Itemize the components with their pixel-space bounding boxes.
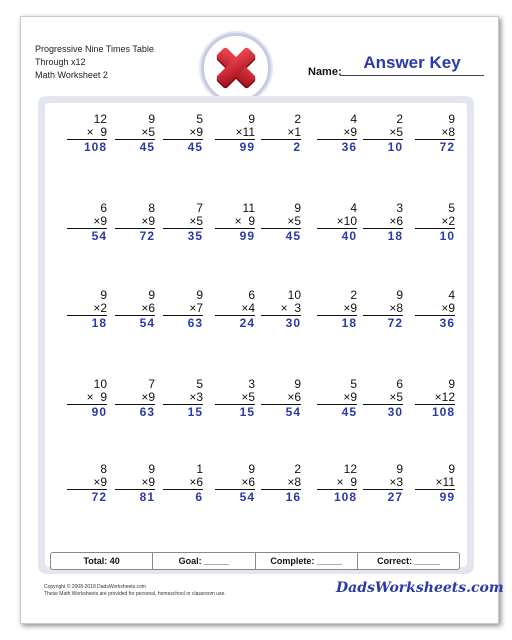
- multiplicand: 1: [196, 462, 203, 476]
- problems-panel: [45, 103, 467, 567]
- multiplicand: 5: [448, 201, 455, 215]
- answer: 45: [139, 140, 155, 154]
- answer: 63: [187, 316, 203, 330]
- multiplier: ×6: [215, 476, 255, 490]
- multiplicand: 10: [287, 288, 301, 302]
- multiplier: ×9: [317, 302, 357, 316]
- problem: [67, 113, 107, 154]
- problem: [363, 378, 403, 419]
- answer: 63: [139, 405, 155, 419]
- multiplicand: 4: [350, 201, 357, 215]
- multiplicand: 9: [148, 112, 155, 126]
- title-line-1: Progressive Nine Times Table: [35, 44, 154, 54]
- multiplier: ×5: [215, 391, 255, 405]
- answer: 45: [285, 229, 301, 243]
- answer: 30: [285, 316, 301, 330]
- problem: [163, 202, 203, 243]
- answer: 54: [239, 490, 255, 504]
- multiplier: ×6: [163, 476, 203, 490]
- problem: [415, 289, 455, 330]
- problem: [215, 289, 255, 330]
- multiplicand: 9: [294, 377, 301, 391]
- complete-cell: Complete: _____: [256, 553, 358, 569]
- problem: [215, 202, 255, 243]
- problem: [115, 463, 155, 504]
- problem: [261, 202, 301, 243]
- multiplier: ×8: [261, 476, 301, 490]
- name-label: Name:: [308, 66, 342, 78]
- multiplier: ×9: [115, 476, 155, 490]
- answer: 15: [187, 405, 203, 419]
- problem: [163, 289, 203, 330]
- answer: 18: [387, 229, 403, 243]
- problem: [317, 378, 357, 419]
- answer: 99: [239, 229, 255, 243]
- answer: 45: [341, 405, 357, 419]
- multiplicand: 9: [248, 112, 255, 126]
- answer: 6: [195, 490, 203, 504]
- answer: 40: [341, 229, 357, 243]
- answer: 10: [439, 229, 455, 243]
- multiplicand: 10: [93, 377, 107, 391]
- multiplicand: 9: [448, 377, 455, 391]
- name-underline: [340, 75, 484, 76]
- multiplier: ×8: [415, 126, 455, 140]
- multiplier: ×5: [363, 391, 403, 405]
- answer: 72: [139, 229, 155, 243]
- problem: [363, 113, 403, 154]
- problem: [67, 378, 107, 419]
- problem: [317, 113, 357, 154]
- multiplier: × 3: [261, 302, 301, 316]
- multiplier: ×5: [115, 126, 155, 140]
- copyright-line-1: Copyright © 2008-2018 DadsWorksheets.com: [44, 584, 146, 590]
- problem: [67, 202, 107, 243]
- multiplier: ×3: [363, 476, 403, 490]
- multiplier: ×9: [67, 476, 107, 490]
- answer: 24: [239, 316, 255, 330]
- multiplicand: 9: [100, 288, 107, 302]
- multiplier: ×8: [363, 302, 403, 316]
- multiplicand: 9: [148, 462, 155, 476]
- multiplicand: 2: [396, 112, 403, 126]
- multiplicand: 9: [248, 462, 255, 476]
- copyright-notice: [44, 584, 226, 598]
- multiplicand: 5: [196, 112, 203, 126]
- problem: [363, 463, 403, 504]
- problem: [317, 289, 357, 330]
- problem: [163, 113, 203, 154]
- multiplicand: 4: [350, 112, 357, 126]
- answer: 90: [91, 405, 107, 419]
- answer: 10: [387, 140, 403, 154]
- multiplier: ×1: [261, 126, 301, 140]
- multiplier: ×5: [163, 215, 203, 229]
- multiplicand: 12: [343, 462, 357, 476]
- multiplicand: 9: [294, 201, 301, 215]
- problem: [261, 289, 301, 330]
- worksheet-title: [35, 43, 154, 82]
- multiplicand: 5: [350, 377, 357, 391]
- multiplier: ×11: [415, 476, 455, 490]
- multiplier: ×4: [215, 302, 255, 316]
- problem: [115, 289, 155, 330]
- problem: [67, 289, 107, 330]
- multiplier: ×6: [261, 391, 301, 405]
- answer: 2: [293, 140, 301, 154]
- answer: 99: [439, 490, 455, 504]
- problem: [415, 113, 455, 154]
- multiplier: ×6: [115, 302, 155, 316]
- multiplicand: 9: [448, 462, 455, 476]
- multiplier: ×9: [115, 215, 155, 229]
- multiplicand: 11: [242, 201, 255, 215]
- multiplication-x-logo: [201, 33, 271, 103]
- problem: [163, 463, 203, 504]
- multiplier: ×9: [67, 215, 107, 229]
- multiplicand: 7: [196, 201, 203, 215]
- title-line-3: Math Worksheet 2: [35, 70, 108, 80]
- multiplicand: 2: [294, 462, 301, 476]
- multiplier: ×2: [415, 215, 455, 229]
- multiplicand: 9: [196, 288, 203, 302]
- problem: [317, 463, 357, 504]
- multiplier: ×9: [415, 302, 455, 316]
- problem: [261, 378, 301, 419]
- multiplicand: 9: [396, 462, 403, 476]
- problem: [163, 378, 203, 419]
- answer: 18: [341, 316, 357, 330]
- title-line-2: Through x12: [35, 57, 86, 67]
- multiplier: ×3: [163, 391, 203, 405]
- problem: [67, 463, 107, 504]
- dadsworksheets-logo: DadsWorksheets.com: [336, 580, 504, 596]
- answer: 54: [285, 405, 301, 419]
- answer-key-heading: Answer Key: [363, 53, 461, 72]
- multiplicand: 5: [196, 377, 203, 391]
- answer: 27: [387, 490, 403, 504]
- multiplicand: 3: [248, 377, 255, 391]
- problem: [415, 202, 455, 243]
- answer: 108: [83, 140, 107, 154]
- answer: 72: [387, 316, 403, 330]
- answer: 81: [139, 490, 155, 504]
- problem: [215, 113, 255, 154]
- problem: [415, 378, 455, 419]
- answer: 72: [91, 490, 107, 504]
- multiplier: ×2: [67, 302, 107, 316]
- multiplicand: 8: [148, 201, 155, 215]
- answer: 54: [91, 229, 107, 243]
- answer: 54: [139, 316, 155, 330]
- multiplier: ×11: [215, 126, 255, 140]
- multiplier: ×9: [317, 126, 357, 140]
- problem: [261, 113, 301, 154]
- multiplicand: 7: [148, 377, 155, 391]
- answer: 36: [439, 316, 455, 330]
- score-table: [50, 552, 460, 570]
- multiplier: ×6: [363, 215, 403, 229]
- multiplicand: 6: [100, 201, 107, 215]
- correct-cell: Correct: _____: [377, 556, 440, 566]
- multiplier: ×9: [317, 391, 357, 405]
- answer: 36: [341, 140, 357, 154]
- problem: [363, 202, 403, 243]
- multiplier: ×7: [163, 302, 203, 316]
- multiplicand: 6: [248, 288, 255, 302]
- multiplicand: 9: [148, 288, 155, 302]
- problem: [215, 463, 255, 504]
- answer: 99: [239, 140, 255, 154]
- answer: 45: [187, 140, 203, 154]
- multiplicand: 9: [448, 112, 455, 126]
- copyright-line-2: These Math Worksheets are provided for personal, homeschool or classroom use.: [44, 591, 226, 597]
- multiplier: × 9: [215, 215, 255, 229]
- multiplicand: 8: [100, 462, 107, 476]
- answer: 108: [333, 490, 357, 504]
- problem: [115, 378, 155, 419]
- total-cell: Total: 40: [51, 553, 153, 569]
- answer: 16: [285, 490, 301, 504]
- answer: 15: [239, 405, 255, 419]
- multiplicand: 9: [396, 288, 403, 302]
- multiplier: ×9: [163, 126, 203, 140]
- problem: [415, 463, 455, 504]
- multiplicand: 3: [396, 201, 403, 215]
- multiplicand: 2: [294, 112, 301, 126]
- problem: [115, 113, 155, 154]
- multiplier: ×5: [261, 215, 301, 229]
- multiplier: × 9: [67, 126, 107, 140]
- problem: [261, 463, 301, 504]
- multiplicand: 2: [350, 288, 357, 302]
- answer: 35: [187, 229, 203, 243]
- multiplicand: 6: [396, 377, 403, 391]
- problem: [317, 202, 357, 243]
- problem: [115, 202, 155, 243]
- multiplier: ×12: [415, 391, 455, 405]
- multiplier: × 9: [317, 476, 357, 490]
- answer: 108: [431, 405, 455, 419]
- multiplier: ×5: [363, 126, 403, 140]
- problem: [363, 289, 403, 330]
- x-mark-icon: [210, 42, 262, 94]
- multiplier: × 9: [67, 391, 107, 405]
- answer: 18: [91, 316, 107, 330]
- multiplicand: 12: [93, 112, 107, 126]
- multiplier: ×9: [115, 391, 155, 405]
- multiplier: ×10: [317, 215, 357, 229]
- multiplicand: 4: [448, 288, 455, 302]
- problem: [215, 378, 255, 419]
- goal-cell: Goal: _____: [153, 553, 255, 569]
- answer: 30: [387, 405, 403, 419]
- answer: 72: [439, 140, 455, 154]
